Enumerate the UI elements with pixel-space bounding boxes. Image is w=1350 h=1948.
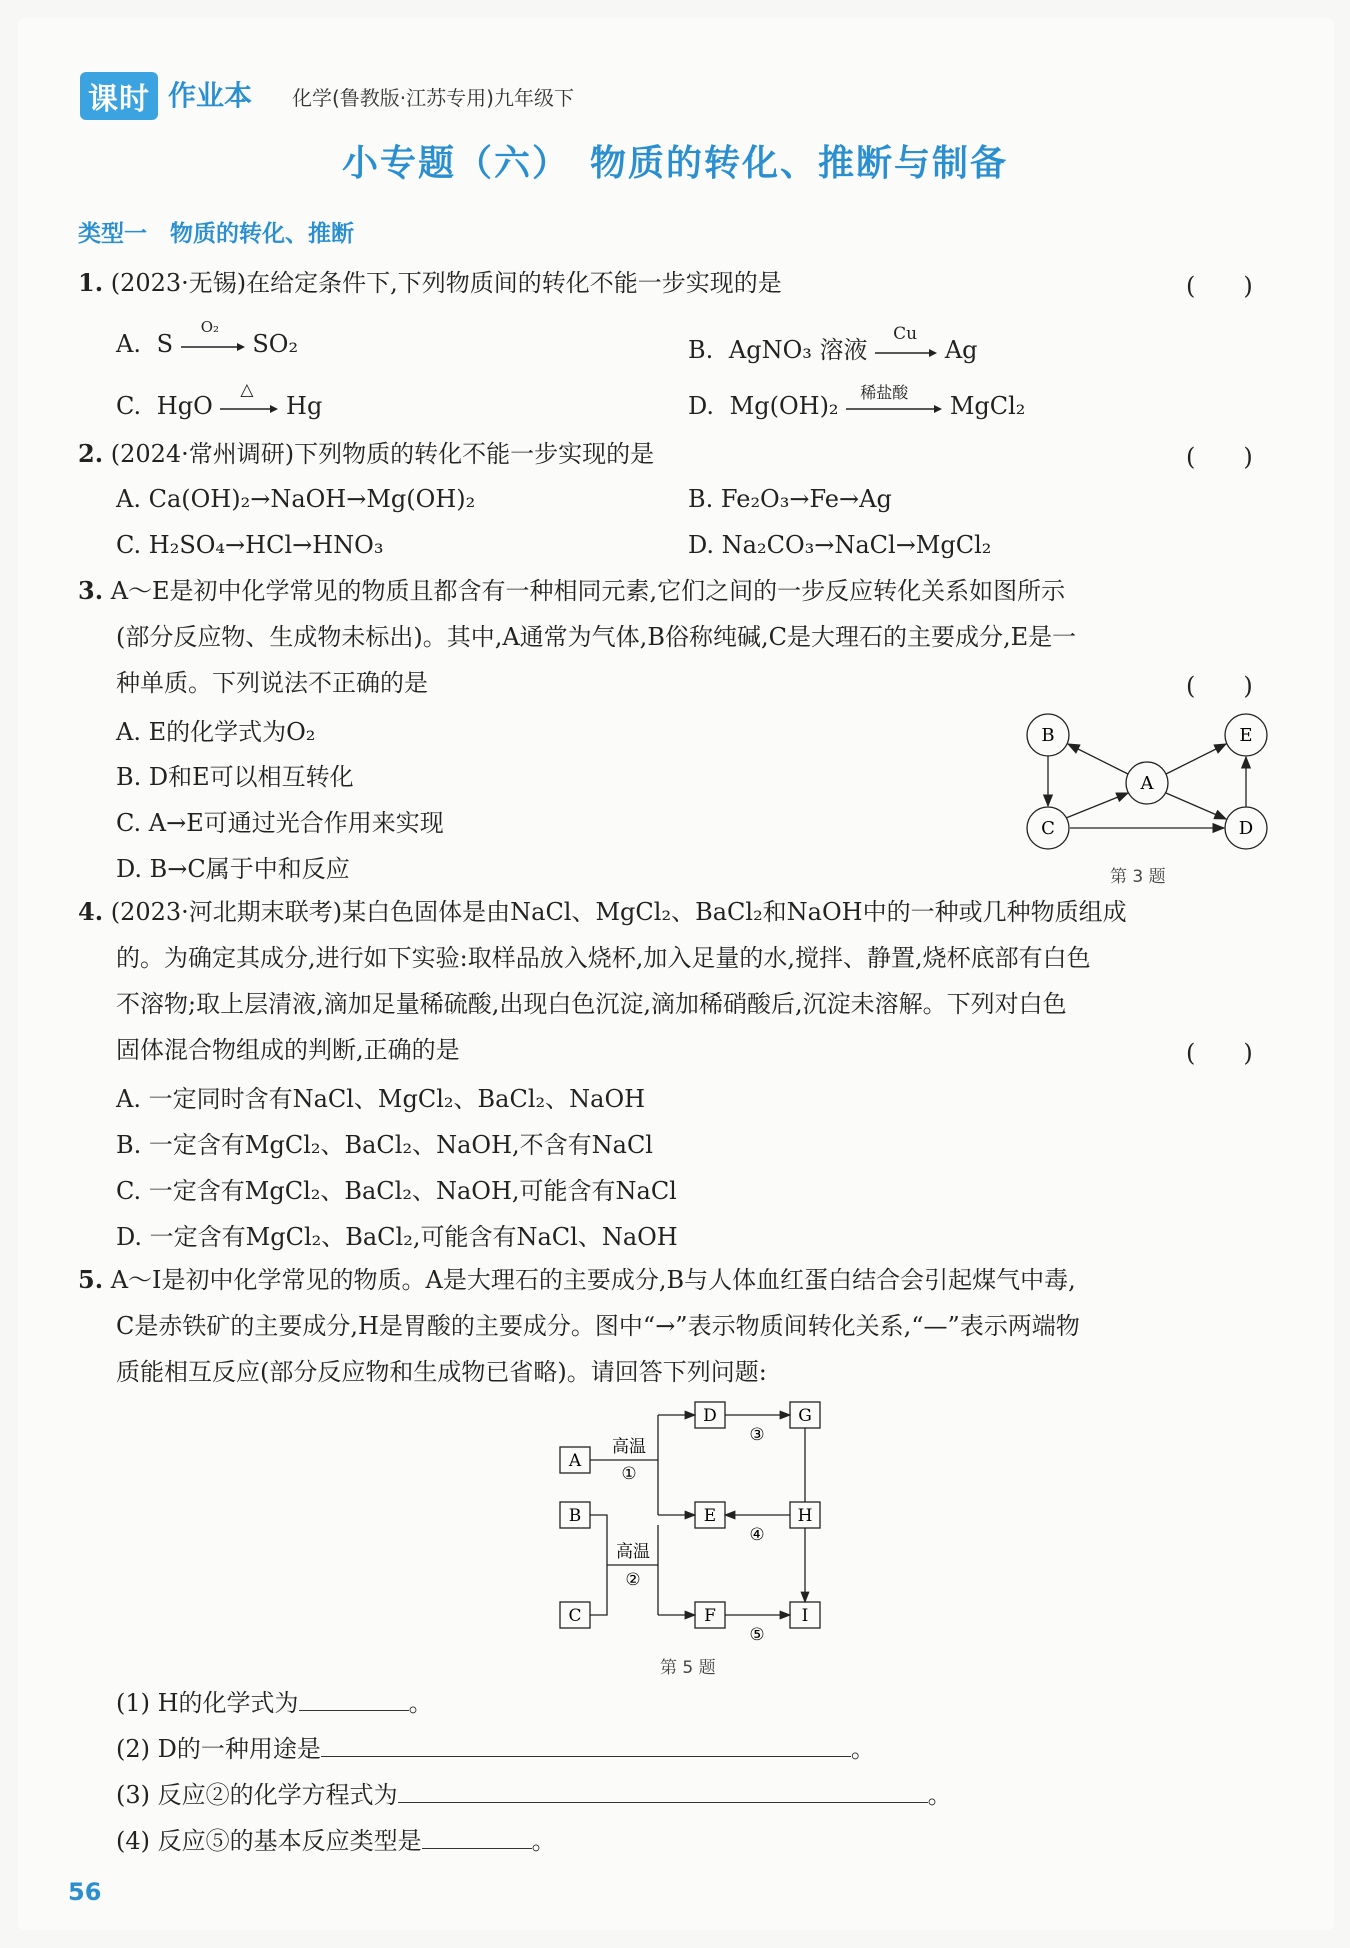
- q3-caption: 第 3 题: [1110, 867, 1166, 887]
- q4-line-1: 4. (2023·河北期末联考)某白色固体是由NaCl、MgCl₂、BaCl₂和NaOH中的一种或几种物质组成: [78, 897, 1127, 926]
- q3-node-d-label: D: [1238, 818, 1254, 839]
- q2-answer-paren[interactable]: ( ): [1186, 443, 1253, 471]
- q5-cond-2: 高温: [616, 1542, 650, 1562]
- q5-step-2: ②: [625, 1570, 641, 1590]
- q3-edge-a-e: [1166, 744, 1226, 774]
- q5-line-2: C是赤铁矿的主要成分,H是胃酸的主要成分。图中“→”表示物质间转化关系,“—”表示两端物: [116, 1312, 1080, 1340]
- q3-line-2: (部分反应物、生成物未标出)。其中,A通常为气体,B俗称纯碱,C是大理石的主要成分,E是一: [116, 623, 1077, 651]
- q1-option-a[interactable]: A. S O₂ SO₂: [116, 317, 299, 358]
- q5-blank-2[interactable]: [321, 1734, 851, 1757]
- q5-node-h-label: H: [797, 1506, 813, 1526]
- q5-caption: 第 5 题: [660, 1658, 716, 1678]
- q5-line-3: 质能相互反应(部分反应物和生成物已省略)。请回答下列问题:: [116, 1358, 767, 1386]
- q5-sub-3: (3) 反应②的化学方程式为 。: [116, 1781, 952, 1809]
- q5-node-c-label: C: [568, 1606, 582, 1626]
- q5-node-e-label: E: [703, 1506, 717, 1526]
- series-logo-text: 作业本: [168, 79, 253, 112]
- q3-option-c[interactable]: C. A→E可通过光合作用来实现: [116, 809, 444, 837]
- q3-option-b[interactable]: B. D和E可以相互转化: [116, 763, 354, 791]
- q5-step-5: ⑤: [749, 1625, 765, 1645]
- q3-answer-paren[interactable]: ( ): [1186, 672, 1253, 700]
- q5-line-1: 5. A～I是初中化学常见的物质。A是大理石的主要成分,B与人体血红蛋白结合会引起煤气中毒,: [78, 1265, 1076, 1294]
- q5-cond-1: 高温: [612, 1437, 646, 1457]
- q1-answer-paren[interactable]: ( ): [1186, 272, 1253, 300]
- q4-option-a[interactable]: A. 一定同时含有NaCl、MgCl₂、BaCl₂、NaOH: [116, 1085, 646, 1113]
- q3-node-c-label: C: [1041, 818, 1055, 839]
- book-subtitle: 化学(鲁教版·江苏专用)九年级下: [292, 86, 574, 110]
- q5-node-a-label: A: [568, 1451, 582, 1471]
- q3-edge-a-b: [1068, 744, 1128, 774]
- q4-line-4: 固体混合物组成的判断,正确的是: [116, 1036, 460, 1064]
- q1-option-d[interactable]: D. Mg(OH)₂ 稀盐酸 MgCl₂: [688, 382, 1026, 420]
- q5-step-3: ③: [749, 1425, 765, 1445]
- page-title: 小专题（六） 物质的转化、推断与制备: [341, 143, 1008, 184]
- q3-line-3: 种单质。下列说法不正确的是: [116, 669, 428, 697]
- q4-line-3: 不溶物;取上层清液,滴加足量稀硫酸,出现白色沉淀,滴加稀硝酸后,沉淀未溶解。下列对白色: [116, 990, 1067, 1018]
- q3-edge-c-a: [1066, 793, 1128, 818]
- q5-node-i-label: I: [801, 1606, 809, 1626]
- q3-line-1: 3. A～E是初中化学常见的物质且都含有一种相同元素,它们之间的一步反应转化关系如图所示: [78, 576, 1066, 605]
- q5-sub-1: (1) H的化学式为 。: [116, 1689, 433, 1717]
- q2-option-b[interactable]: B. Fe₂O₃→Fe→Ag: [688, 485, 892, 513]
- q3-option-a[interactable]: A. E的化学式为O₂: [116, 718, 316, 746]
- q2-stem: 2. (2024·常州调研)下列物质的转化不能一步实现的是: [78, 439, 655, 468]
- q5-sub-4: (4) 反应⑤的基本反应类型是 。: [116, 1827, 556, 1855]
- q3-edge-a-d: [1166, 793, 1226, 819]
- page-number: 56: [68, 1878, 102, 1906]
- q5-step-1: ①: [621, 1464, 637, 1484]
- q5-step-4: ④: [749, 1525, 765, 1545]
- q2-option-a[interactable]: A. Ca(OH)₂→NaOH→Mg(OH)₂: [116, 485, 476, 513]
- q5-node-g-label: G: [798, 1406, 812, 1426]
- q4-option-c[interactable]: C. 一定含有MgCl₂、BaCl₂、NaOH,可能含有NaCl: [116, 1177, 677, 1205]
- q3-node-b-label: B: [1041, 725, 1055, 746]
- q5-node-b-label: B: [568, 1506, 582, 1526]
- q1-option-c[interactable]: C. HgO △ Hg: [116, 379, 323, 420]
- q5-blank-4[interactable]: [422, 1826, 532, 1849]
- q5-diagram: [545, 1395, 845, 1655]
- q3-node-a-label: A: [1140, 773, 1154, 794]
- q4-answer-paren[interactable]: ( ): [1186, 1039, 1253, 1067]
- q5-node-f-label: F: [704, 1606, 716, 1626]
- q5-blank-1[interactable]: [299, 1688, 409, 1711]
- q1-option-b[interactable]: B. AgNO₃ 溶液 Cu Ag: [688, 323, 978, 364]
- q2-option-d[interactable]: D. Na₂CO₃→NaCl→MgCl₂: [688, 531, 992, 559]
- q5-edge-bc: [590, 1515, 607, 1615]
- q5-sub-2: (2) D的一种用途是 。: [116, 1735, 875, 1763]
- q4-option-d[interactable]: D. 一定含有MgCl₂、BaCl₂,可能含有NaCl、NaOH: [116, 1223, 678, 1251]
- section-heading: 类型一 物质的转化、推断: [78, 221, 354, 247]
- q4-option-b[interactable]: B. 一定含有MgCl₂、BaCl₂、NaOH,不含有NaCl: [116, 1131, 653, 1159]
- q3-option-d[interactable]: D. B→C属于中和反应: [116, 855, 350, 883]
- q5-blank-3[interactable]: [398, 1780, 928, 1803]
- q5-node-d-label: D: [703, 1406, 717, 1426]
- series-logo: 课时: [80, 72, 158, 120]
- q1-stem: 1. (2023·无锡)在给定条件下,下列物质间的转化不能一步实现的是: [78, 268, 782, 297]
- q2-option-c[interactable]: C. H₂SO₄→HCl→HNO₃: [116, 531, 384, 559]
- q3-node-e-label: E: [1239, 725, 1253, 746]
- q4-line-2: 的。为确定其成分,进行如下实验:取样品放入烧杯,加入足量的水,搅拌、静置,烧杯底部有白色: [116, 944, 1091, 972]
